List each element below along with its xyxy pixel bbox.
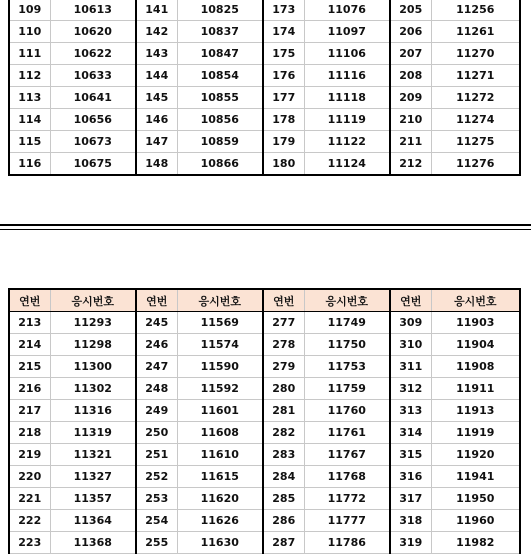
table-row [9,400,520,422]
serial-cell: 223 [9,532,50,554]
table-row [9,153,520,176]
exam-number-cell: 10854 [177,65,263,87]
serial-cell: 147 [136,131,177,153]
header-serial: 연번 [9,289,50,312]
exam-number-cell: 11777 [304,510,390,532]
serial-cell: 148 [136,153,177,176]
serial-cell: 315 [390,444,431,466]
exam-number-cell: 10866 [177,153,263,176]
exam-number-cell: 11276 [431,153,520,176]
serial-cell: 251 [136,444,177,466]
header-row [9,289,520,312]
exam-number-cell: 11076 [304,0,390,21]
serial-cell: 280 [263,378,304,400]
serial-cell: 221 [9,488,50,510]
exam-number-cell: 11761 [304,422,390,444]
exam-number-cell: 11298 [50,334,136,356]
serial-cell: 281 [263,400,304,422]
serial-cell: 213 [9,312,50,334]
serial-cell: 141 [136,0,177,21]
serial-cell: 220 [9,466,50,488]
exam-number-cell: 10633 [50,65,136,87]
serial-cell: 173 [263,0,304,21]
serial-cell: 144 [136,65,177,87]
exam-number-cell: 11574 [177,334,263,356]
serial-cell: 116 [9,153,50,176]
section-divider [0,224,531,226]
serial-cell: 314 [390,422,431,444]
exam-number-cell: 11903 [431,312,520,334]
serial-cell: 112 [9,65,50,87]
serial-cell: 205 [390,0,431,21]
serial-cell: 218 [9,422,50,444]
exam-number-cell: 11368 [50,532,136,554]
header-exam-number: 응시번호 [304,289,390,312]
exam-number-cell: 11626 [177,510,263,532]
serial-cell: 143 [136,43,177,65]
exam-number-cell: 10837 [177,21,263,43]
serial-cell: 286 [263,510,304,532]
table-row [9,488,520,510]
exam-number-cell: 10825 [177,0,263,21]
top-results-table [8,0,521,176]
serial-cell: 277 [263,312,304,334]
serial-cell: 209 [390,87,431,109]
exam-number-cell: 11608 [177,422,263,444]
exam-number-cell: 11357 [50,488,136,510]
exam-number-cell: 11275 [431,131,520,153]
exam-number-cell: 11904 [431,334,520,356]
serial-cell: 316 [390,466,431,488]
table-row [9,532,520,554]
serial-cell: 250 [136,422,177,444]
table-row [9,466,520,488]
serial-cell: 313 [390,400,431,422]
serial-cell: 282 [263,422,304,444]
header-exam-number: 응시번호 [50,289,136,312]
serial-cell: 142 [136,21,177,43]
serial-cell: 176 [263,65,304,87]
bottom-table-body [9,312,520,554]
exam-number-cell: 11960 [431,510,520,532]
table-row [9,87,520,109]
serial-cell: 222 [9,510,50,532]
exam-number-cell: 11919 [431,422,520,444]
serial-cell: 207 [390,43,431,65]
section-divider-inner [0,229,531,230]
exam-number-cell: 11982 [431,532,520,554]
table-row [9,0,520,21]
exam-number-cell: 11760 [304,400,390,422]
exam-number-cell: 11601 [177,400,263,422]
serial-cell: 219 [9,444,50,466]
exam-number-cell: 11319 [50,422,136,444]
exam-number-cell: 11786 [304,532,390,554]
exam-number-cell: 11097 [304,21,390,43]
exam-number-cell: 10656 [50,109,136,131]
exam-number-cell: 11300 [50,356,136,378]
serial-cell: 248 [136,378,177,400]
serial-cell: 208 [390,65,431,87]
exam-number-cell: 10856 [177,109,263,131]
header-serial: 연번 [136,289,177,312]
serial-cell: 285 [263,488,304,510]
exam-number-cell: 11630 [177,532,263,554]
serial-cell: 178 [263,109,304,131]
serial-cell: 177 [263,87,304,109]
exam-number-cell: 10613 [50,0,136,21]
exam-number-cell: 11615 [177,466,263,488]
exam-number-cell: 11293 [50,312,136,334]
table-row [9,378,520,400]
exam-number-cell: 11569 [177,312,263,334]
exam-number-cell: 10847 [177,43,263,65]
exam-number-cell: 11119 [304,109,390,131]
serial-cell: 113 [9,87,50,109]
exam-number-cell: 11327 [50,466,136,488]
serial-cell: 215 [9,356,50,378]
table-row [9,109,520,131]
exam-number-cell: 11911 [431,378,520,400]
exam-number-cell: 10622 [50,43,136,65]
exam-number-cell: 11908 [431,356,520,378]
serial-cell: 283 [263,444,304,466]
serial-cell: 114 [9,109,50,131]
header-serial: 연번 [390,289,431,312]
serial-cell: 279 [263,356,304,378]
serial-cell: 247 [136,356,177,378]
exam-number-cell: 11261 [431,21,520,43]
serial-cell: 216 [9,378,50,400]
serial-cell: 111 [9,43,50,65]
serial-cell: 287 [263,532,304,554]
exam-number-cell: 11749 [304,312,390,334]
exam-number-cell: 11116 [304,65,390,87]
table-row [9,356,520,378]
serial-cell: 246 [136,334,177,356]
table-row [9,444,520,466]
serial-cell: 254 [136,510,177,532]
table-row [9,334,520,356]
exam-number-cell: 11772 [304,488,390,510]
exam-number-cell: 11272 [431,87,520,109]
header-exam-number: 응시번호 [431,289,520,312]
serial-cell: 174 [263,21,304,43]
exam-number-cell: 11321 [50,444,136,466]
exam-number-cell: 11950 [431,488,520,510]
exam-number-cell: 11920 [431,444,520,466]
table-row [9,43,520,65]
serial-cell: 145 [136,87,177,109]
serial-cell: 115 [9,131,50,153]
serial-cell: 110 [9,21,50,43]
exam-number-cell: 11767 [304,444,390,466]
exam-number-cell: 11610 [177,444,263,466]
exam-number-cell: 11118 [304,87,390,109]
exam-number-cell: 11106 [304,43,390,65]
serial-cell: 175 [263,43,304,65]
serial-cell: 249 [136,400,177,422]
exam-number-cell: 11274 [431,109,520,131]
serial-cell: 245 [136,312,177,334]
serial-cell: 311 [390,356,431,378]
serial-cell: 278 [263,334,304,356]
exam-number-cell: 11316 [50,400,136,422]
exam-number-cell: 11256 [431,0,520,21]
exam-number-cell: 11913 [431,400,520,422]
serial-cell: 318 [390,510,431,532]
exam-number-cell: 10641 [50,87,136,109]
exam-number-cell: 11759 [304,378,390,400]
header-serial: 연번 [263,289,304,312]
serial-cell: 317 [390,488,431,510]
serial-cell: 214 [9,334,50,356]
exam-number-cell: 11620 [177,488,263,510]
exam-number-cell: 10673 [50,131,136,153]
table-row [9,131,520,153]
serial-cell: 252 [136,466,177,488]
exam-number-cell: 11122 [304,131,390,153]
serial-cell: 211 [390,131,431,153]
serial-cell: 210 [390,109,431,131]
top-table-body [9,0,520,175]
exam-number-cell: 11750 [304,334,390,356]
table-row [9,312,520,334]
exam-number-cell: 11941 [431,466,520,488]
exam-number-cell: 11592 [177,378,263,400]
table-row [9,510,520,532]
header-exam-number: 응시번호 [177,289,263,312]
serial-cell: 180 [263,153,304,176]
serial-cell: 179 [263,131,304,153]
table-row [9,422,520,444]
bottom-results-table [8,288,521,554]
serial-cell: 310 [390,334,431,356]
exam-number-cell: 11271 [431,65,520,87]
exam-number-cell: 11753 [304,356,390,378]
exam-number-cell: 10675 [50,153,136,176]
serial-cell: 109 [9,0,50,21]
serial-cell: 284 [263,466,304,488]
serial-cell: 309 [390,312,431,334]
exam-number-cell: 11124 [304,153,390,176]
exam-number-cell: 10855 [177,87,263,109]
exam-number-cell: 11768 [304,466,390,488]
serial-cell: 319 [390,532,431,554]
serial-cell: 253 [136,488,177,510]
exam-number-cell: 11302 [50,378,136,400]
serial-cell: 212 [390,153,431,176]
serial-cell: 146 [136,109,177,131]
exam-number-cell: 10859 [177,131,263,153]
serial-cell: 312 [390,378,431,400]
table-row [9,65,520,87]
exam-number-cell: 10620 [50,21,136,43]
serial-cell: 255 [136,532,177,554]
exam-number-cell: 11590 [177,356,263,378]
exam-number-cell: 11270 [431,43,520,65]
serial-cell: 217 [9,400,50,422]
table-row [9,21,520,43]
serial-cell: 206 [390,21,431,43]
exam-number-cell: 11364 [50,510,136,532]
